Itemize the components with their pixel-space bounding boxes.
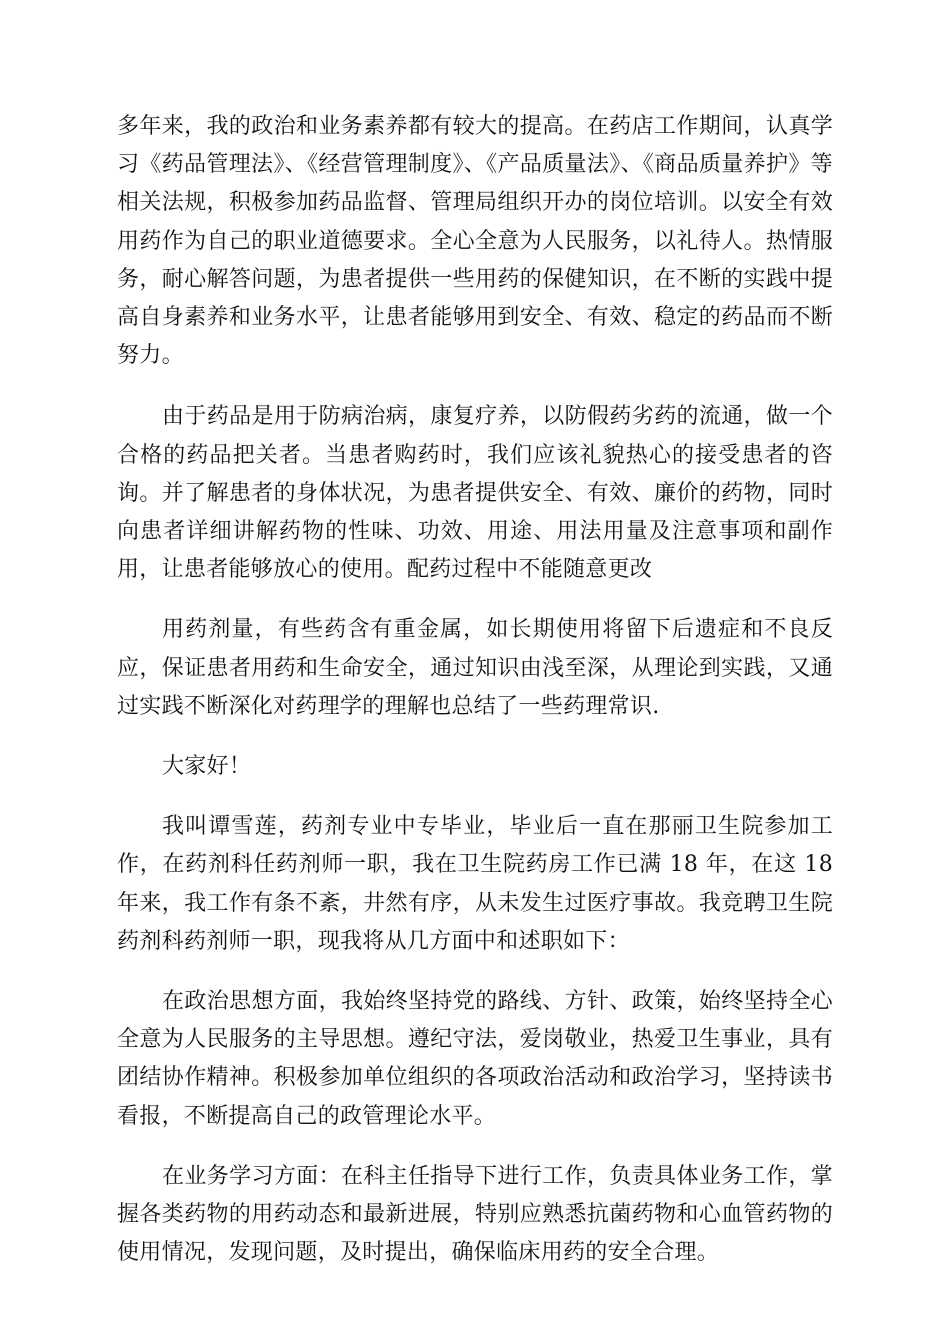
- paragraph-self-introduction: 我叫谭雪莲，药剂专业中专毕业，毕业后一直在那丽卫生院参加工作，在药剂科任药剂师一职，我在卫生院药房工作已满 18 年，在这 18 年来，我工作有条不紊，井然有序，从未发生过医疗事故。我竞聘卫生院药剂科药剂师一职，现我将从几方面中和述职如下：: [117, 814, 833, 954]
- paragraph-professional-study: 在业务学习方面：在科主任指导下进行工作，负责具体业务工作，掌握各类药物的用药动态和最新进展，特别应熟悉抗菌药物和心血管药物的使用情况，发现问题，及时提出，确保临床用药的安全合理。: [117, 1163, 833, 1266]
- document-page: [117, 108, 833, 1294]
- paragraph-intro: 多年来，我的政治和业务素养都有较大的提高。在药店工作期间，认真学习《药品管理法》、《经营管理制度》、《产品质量法》、《商品质量养护》等相关法规，积极参加药品监督、管理局组织开办的岗位培训。以安全有效用药作为自己的职业道德要求。全心全意为人民服务，以礼待人。热情服务，耐心解答问题，为患者提供一些用药的保健知识，在不断的实践中提高自身素养和业务水平，让患者能够用到安全、有效、稳定的药品而不断努力。: [117, 114, 833, 369]
- paragraph-greeting: 大家好！: [162, 754, 252, 780]
- paragraph-drug-gatekeeper: 由于药品是用于防病治病，康复疗养，以防假药劣药的流通，做一个合格的药品把关者。当患者购药时，我们应该礼貌热心的接受患者的咨询。并了解患者的身体状况，为患者提供安全、有效、廉价的药物，同时向患者详细讲解药物的性味、功效、用途、用法用量及注意事项和副作用，让患者能够放心的使用。配药过程中不能随意更改: [117, 404, 833, 583]
- paragraph-political-thought: 在政治思想方面，我始终坚持党的路线、方针、政策，始终坚持全心全意为人民服务的主导思想。遵纪守法，爱岗敬业，热爱卫生事业，具有团结协作精神。积极参加单位组织的各项政治活动和政治学习，坚持读书看报，不断提高自己的政管理论水平。: [117, 989, 833, 1129]
- paragraph-dosage: 用药剂量，有些药含有重金属，如长期使用将留下后遗症和不良反应，保证患者用药和生命安全，通过知识由浅至深，从理论到实践，又通过实践不断深化对药理学的理解也总结了一些药理常识.: [117, 617, 833, 719]
